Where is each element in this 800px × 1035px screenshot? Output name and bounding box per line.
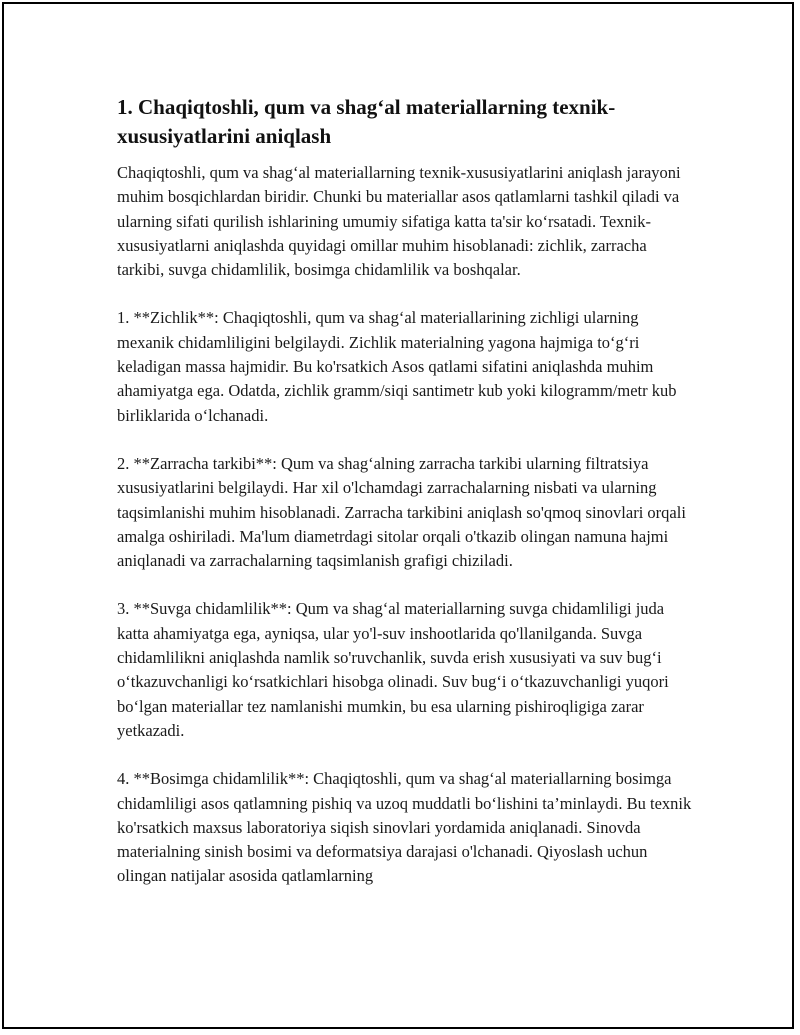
pressure-resistance-paragraph: 4. **Bosimga chidamlilik**: Chaqiqtoshli, qum va shag‘al materiallarning bosimga chidamliligi asos qatlamning pishiq va uzoq muddatli bo‘lishini ta’minlaydi. Bu texnik ko'rsatkich maxsus laboratoriya siqish sinovlari yordamida aniqlanadi. Sinovda materialning sinish bosimi va deformatsiya darajasi o'lchanadi. Qiyoslash uchun olingan natijalar asosida qatlamlarning	[117, 769, 692, 886]
document-body	[117, 93, 697, 913]
intro-paragraph: Chaqiqtoshli, qum va shag‘al materiallarning texnik-xususiyatlarini aniqlash jarayoni muhim bosqichlardan biridir. Chunki bu materiallar asos qatlamlarni tashkil qiladi va ularning sifati qurilish ishlarining umumiy sifatiga katta ta'sir ko‘rsatadi. Texnik-xususiyatlarni aniqlashda quyidagi omillar muhim hisoblanadi: zichlik, zarracha tarkibi, suvga chidamlilik, bosimga chidamlilik va boshqalar.	[117, 163, 681, 280]
water-resistance-paragraph: 3. **Suvga chidamlilik**: Qum va shag‘al materiallarning suvga chidamliligi juda katta ahamiyatga ega, ayniqsa, ular yo'l-suv inshootlarida qo'llanilganda. Suvga chidamlilikni aniqlashda namlik so'ruvchanlik, suvda erish xususiyati va suv bug‘i o‘tkazuvchanligi ko‘rsatkichlari hisobga olinadi. Suv bug‘i o‘tkazuvchanligi yuqori bo‘lgan materiallar tez namlanishi mumkin, bu esa ularning pishiroqligiga zarar yetkazadi.	[117, 599, 669, 740]
section-title: 1. Chaqiqtoshli, qum va shag‘al materiallarning texnik-xususiyatlarini aniqlash	[117, 95, 616, 148]
density-paragraph: 1. **Zichlik**: Chaqiqtoshli, qum va shag‘al materiallarining zichligi ularning mexanik chidamliligini belgilaydi. Zichlik materialning yagona hajmiga to‘g‘ri keladigan massa hajmidir. Bu ko'rsatkich Asos qatlami sifatini aniqlashda muhim ahamiyatga ega. Odatda, zichlik gramm/siqi santimetr kub yoki kilogramm/metr kub birliklarida o‘lchanadi.	[117, 308, 677, 425]
particle-composition-paragraph: 2. **Zarracha tarkibi**: Qum va shag‘alning zarracha tarkibi ularning filtratsiya xususiyatlarini belgilaydi. Har xil o'lchamdagi zarrachalarning nisbati va ularning taqsimlanishi muhim hisoblanadi. Zarracha tarkibini aniqlash so'qmoq sinovlari orqali amalga oshiriladi. Ma'lum diametrdagi sitolar orqali o'tkazib olingan namuna hajmi aniqlanadi va zarrachalarning taqsimlanish grafigi chiziladi.	[117, 453, 686, 571]
